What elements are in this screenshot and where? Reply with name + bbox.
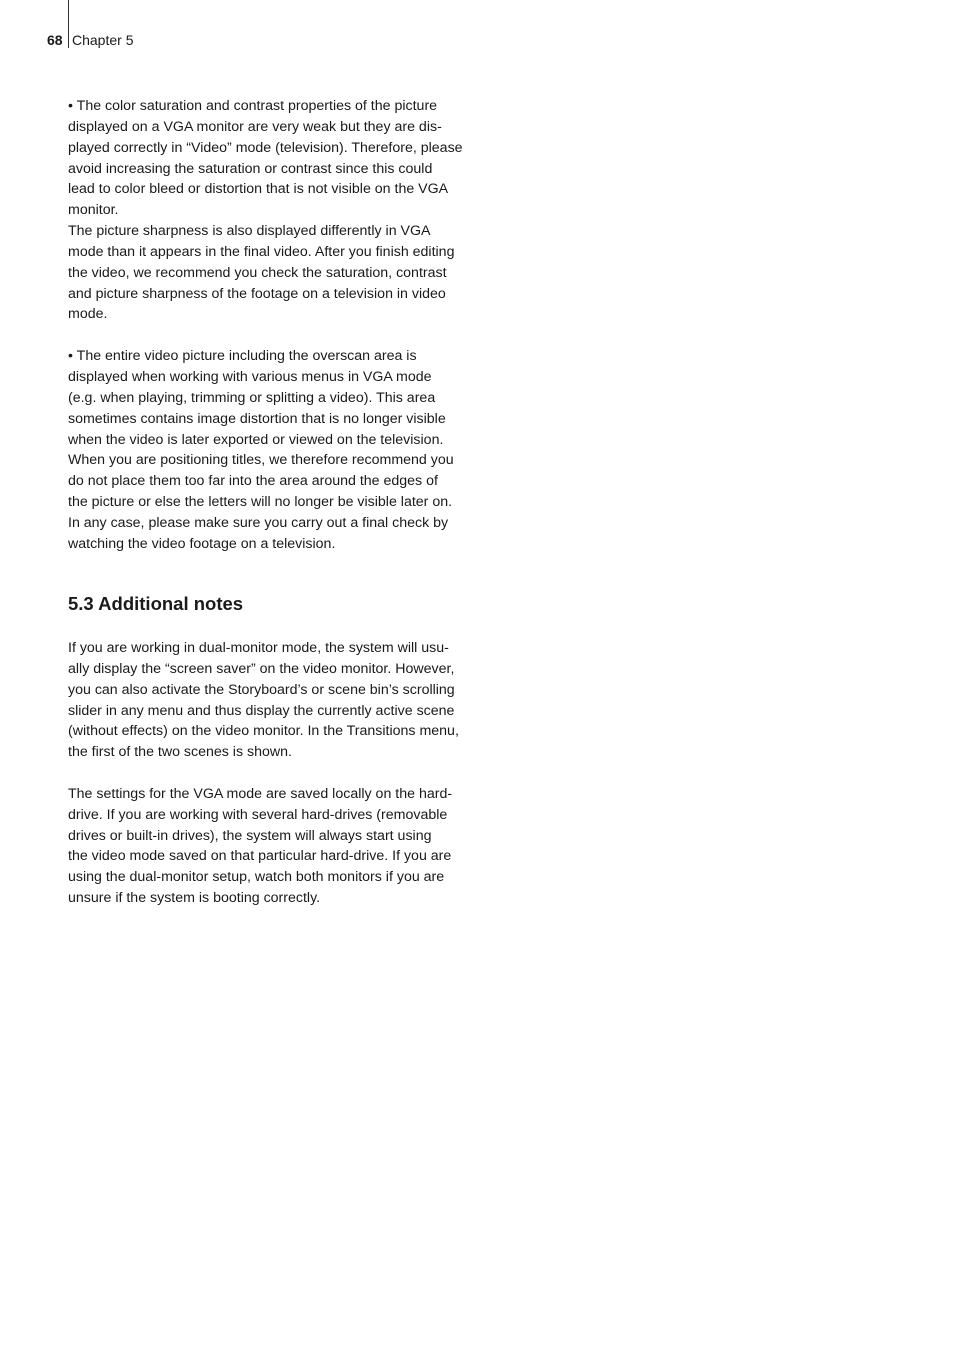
text-line: the first of the two scenes is shown.	[68, 744, 292, 761]
text-line: mode.	[68, 306, 108, 323]
text-line: avoid increasing the saturation or contrast since this could	[68, 160, 433, 177]
text-line: If you are working in dual-monitor mode, the system will usu-	[68, 640, 449, 656]
text-line: The settings for the VGA mode are saved locally on the hard-	[68, 785, 453, 802]
paragraph-gap	[68, 763, 478, 784]
text-line: do not place them too far into the area around the edges of	[68, 473, 438, 490]
paragraph-picture-sharpness	[68, 221, 478, 325]
paragraph-bullet-color-saturation	[68, 96, 478, 221]
paragraph-bullet-overscan	[68, 346, 478, 554]
text-line: The picture sharpness is also displayed differently in VGA	[68, 223, 431, 240]
text-line: unsure if the system is booting correctly.	[68, 890, 321, 907]
text-line: • The color saturation and contrast properties of the picture	[68, 98, 438, 114]
text-line: lead to color bleed or distortion that is not visible on the VGA	[68, 181, 449, 198]
text-line: you can also activate the Storyboard’s or scene bin’s scrolling	[68, 681, 455, 698]
text-line: the picture or else the letters will no longer be visible later on.	[68, 494, 453, 511]
paragraph-gap	[68, 325, 478, 346]
paragraph-vga-settings	[68, 784, 478, 909]
text-line: drive. If you are working with several hard-drives (removable	[68, 806, 448, 823]
text-line: mode than it appears in the final video. After you finish editing	[68, 243, 455, 260]
text-line: monitor.	[68, 202, 119, 219]
text-line: (without effects) on the video monitor. In the Transitions menu,	[68, 723, 459, 740]
text-line: when the video is later exported or viewed on the television.	[68, 431, 444, 448]
header-divider	[68, 0, 69, 48]
section-text	[68, 638, 478, 909]
text-line: and picture sharpness of the footage on a television in video	[68, 285, 446, 302]
text-line: When you are positioning titles, we therefore recommend you	[68, 452, 454, 469]
text-line: using the dual-monitor setup, watch both monitors if you are	[68, 869, 445, 886]
text-line: In any case, please make sure you carry out a final check by	[68, 514, 449, 531]
text-line: displayed on a VGA monitor are very weak but they are dis-	[68, 118, 442, 135]
text-line: slider in any menu and thus display the currently active scene	[68, 702, 455, 719]
text-line: (e.g. when playing, trimming or splitting a video). This area	[68, 389, 436, 406]
paragraph-dual-monitor	[68, 638, 478, 763]
page-number: 68	[47, 32, 63, 48]
text-line: the video mode saved on that particular hard-drive. If you are	[68, 848, 452, 865]
main-text	[68, 96, 478, 555]
section-heading: 5.3 Additional notes	[68, 593, 244, 614]
chapter-label: Chapter 5	[72, 32, 134, 48]
text-line: sometimes contains image distortion that is no longer visible	[68, 410, 446, 427]
text-line: watching the video footage on a television.	[68, 535, 336, 552]
text-line: ally display the “screen saver” on the video monitor. However,	[68, 660, 455, 677]
text-line: the video, we recommend you check the saturation, contrast	[68, 264, 447, 281]
text-line: played correctly in “Video” mode (television). Therefore, please	[68, 139, 463, 156]
text-line: drives or built-in drives), the system will always start using	[68, 827, 432, 844]
text-line: • The entire video picture including the overscan area is	[68, 348, 417, 365]
text-line: displayed when working with various menus in VGA mode	[68, 368, 432, 385]
